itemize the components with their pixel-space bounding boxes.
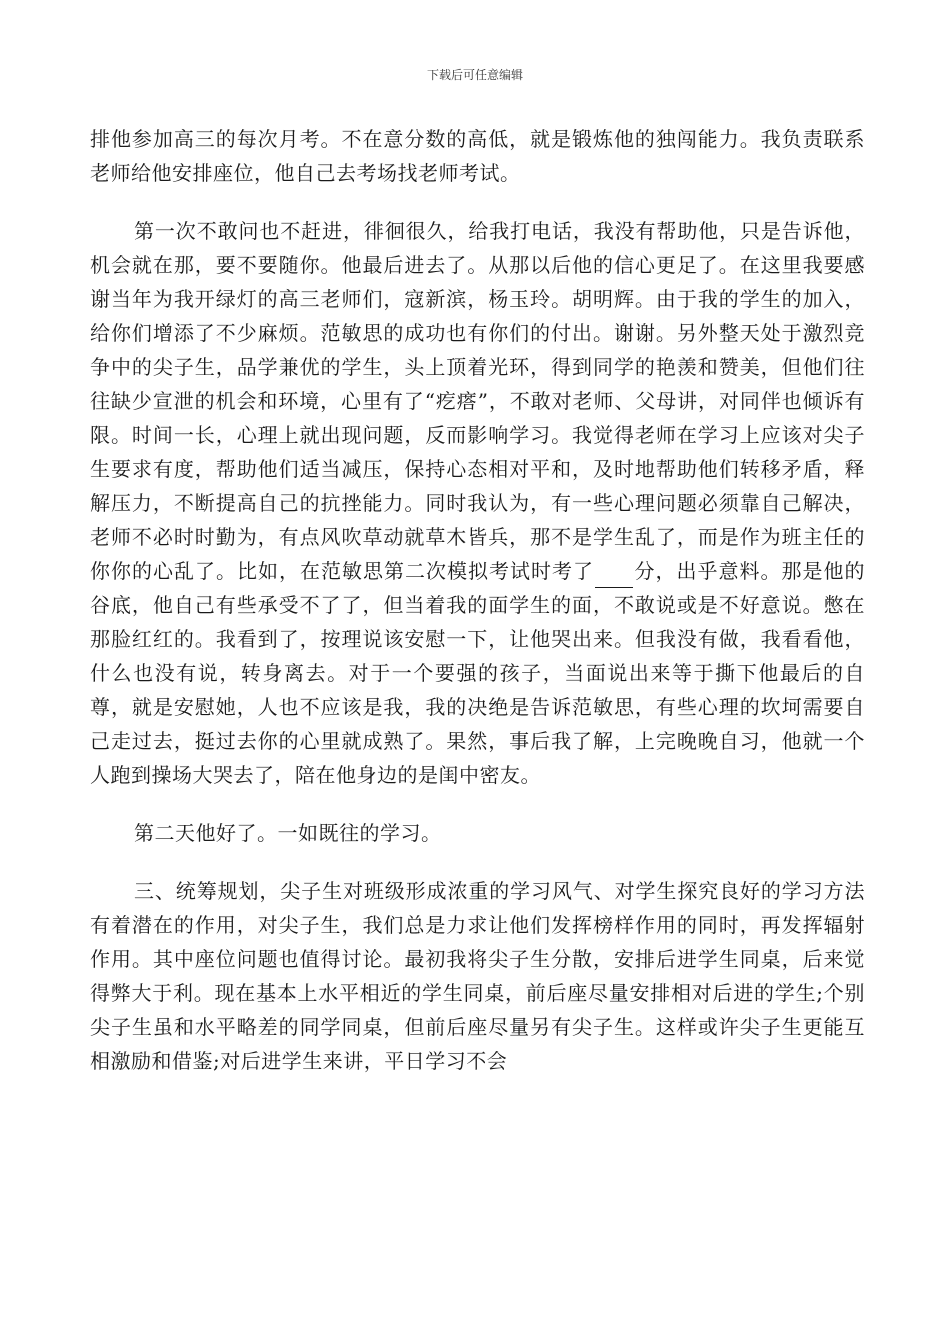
paragraph-2 — [90, 214, 865, 792]
paragraph-4: 三、统筹规划，尖子生对班级形成浓重的学习风气、对学生探究良好的学习方法有着潜在的作用，对尖子生，我们总是力求让他们发挥榜样作用的同时，再发挥辐射作用。其中座位问题也值得讨论。最初我将尖子生分散，安排后进学生同桌，后来觉得弊大于利。现在基本上水平相近的学生同桌，前后座尽量安排相对后进的学生;个别尖子生虽和水平略差的同学同桌，但前后座尽量另有尖子生。这样或许尖子生更能互相激励和借鉴;对后进学生来讲，平日学习不会 — [90, 879, 865, 1073]
paragraph-2-before-blank: 第一次不敢问也不赶进，徘徊很久，给我打电话，我没有帮助他，只是告诉他，机会就在那，要不要随你。他最后进去了。从那以后他的信心更足了。在这里我要感谢当年为我开绿灯的高三老师们，寇新滨，杨玉玲。胡明辉。由于我的学生的加入，给你们增添了不少麻烦。范敏思的成功也有你们的付出。谢谢。另外整天处于激烈竞争中的尖子生，品学兼优的学生，头上顶着光环，得到同学的艳羡和赞美，但他们往往缺少宣泄的机会和环境，心里有了“疙瘩”，不敢对老师、父母讲，对同伴也倾诉有限。时间一长，心理上就出现问题，反而影响学习。我觉得老师在学习上应该对尖子生要求有度，帮助他们适当减压，保持心态相对平和，及时地帮助他们转移矛盾，释解压力，不断提高自己的抗挫能力。同时我认为，有一些心理问题必须靠自己解决，老师不必时时勤为，有点风吹草动就草木皆兵，那不是学生乱了，而是作为班主任的你你的心乱了。比如，在范敏思第二次模拟考试时考了 — [90, 219, 865, 583]
score-blank — [595, 565, 633, 588]
paragraph-3: 第二天他好了。一如既往的学习。 — [134, 821, 442, 845]
paragraph-2-after-blank: 分，出乎意料。那是他的谷底，他自己有些承受不了了，但当着我的面学生的面，不敢说或是不好意说。憋在那脸红红的。我看到了，按理说该安慰一下，让他哭出来。但我没有做，我看看他，什么也没有说，转身离去。对于一个要强的孩子，当面说出来等于撕下他最后的自尊，就是安慰她，人也不应该是我，我的决绝是告诉范敏思，有些心理的坎坷需要自己走过去，挺过去你的心里就成熟了。果然，事后我了解，上完晚晚自习，他就一个人跑到操场大哭去了，陪在他身边的是闺中密友。 — [90, 559, 865, 787]
paragraph-1: 排他参加高三的每次月考。不在意分数的高低，就是锻炼他的独闯能力。我负责联系老师给他安排座位，他自己去考场找老师考试。 — [90, 127, 865, 185]
page-header: 下载后可任意编辑 — [426, 68, 523, 82]
document-body — [90, 122, 865, 1102]
